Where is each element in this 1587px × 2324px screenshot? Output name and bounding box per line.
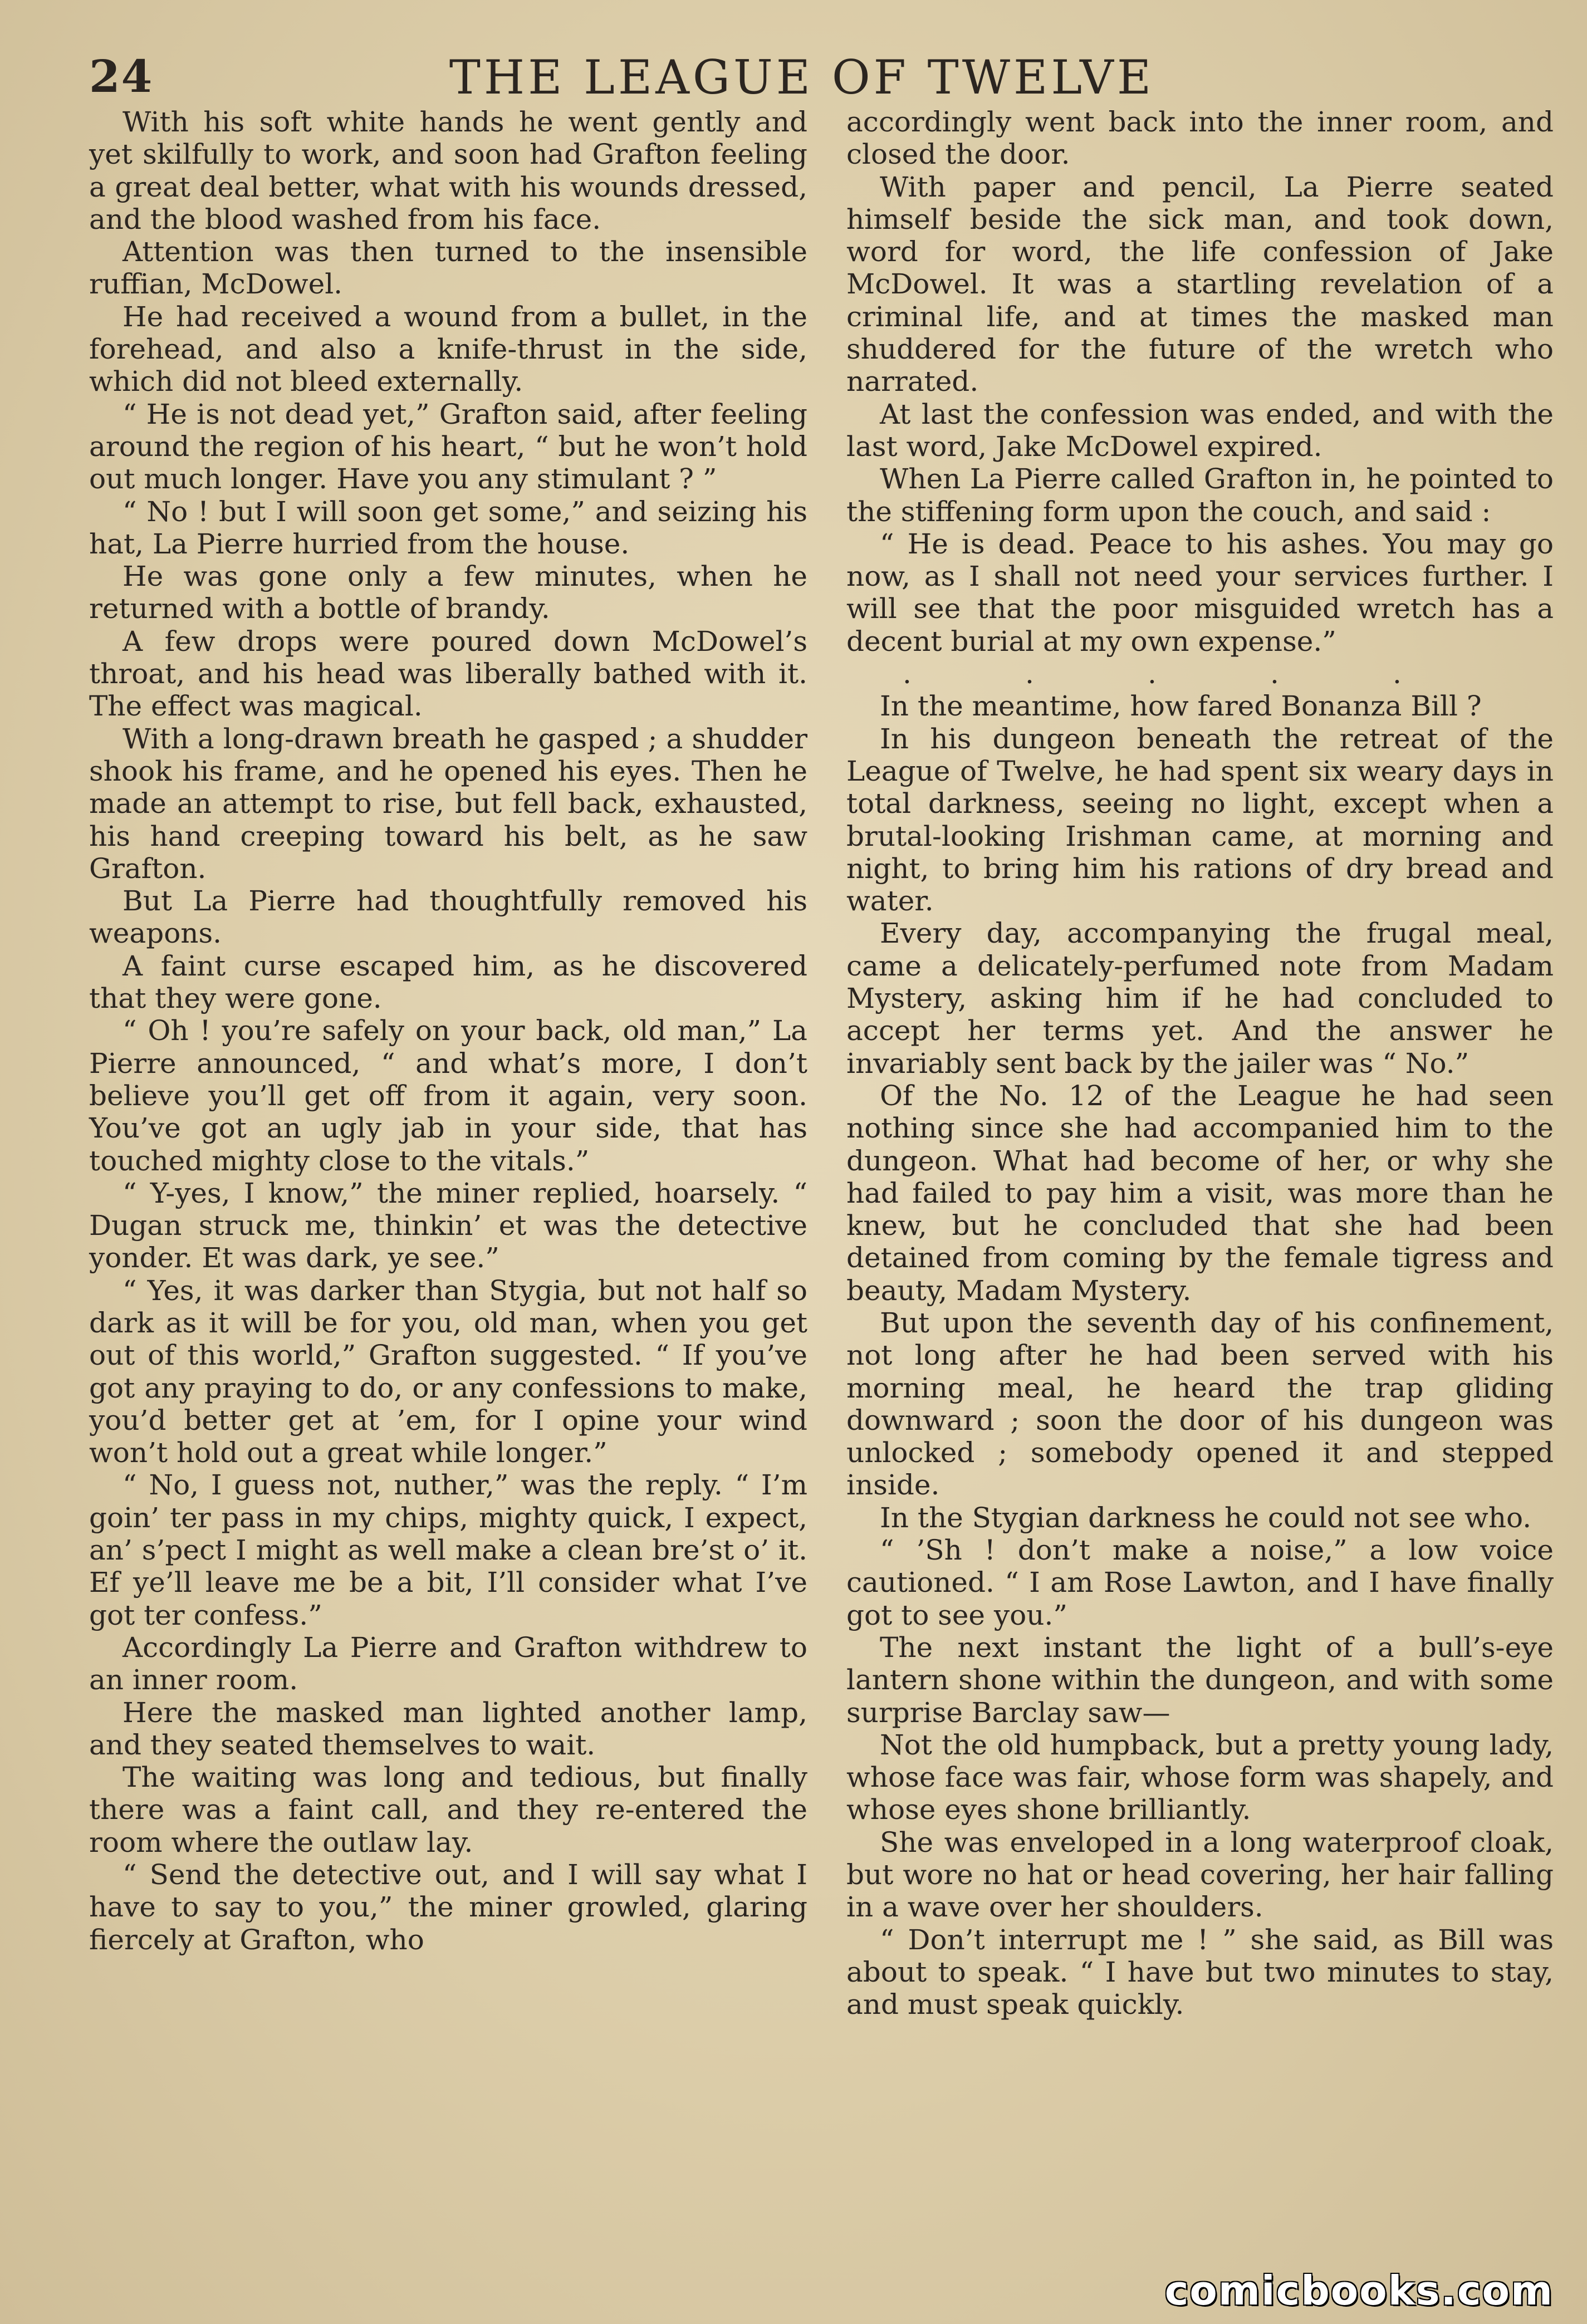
paragraph: “ Don’t interrupt me ! ” she said, as Bill was about to speak. “ I have but two minutes to stay, and must speak quickly. <box>846 1923 1554 2021</box>
paragraph: In the Stygian darkness he could not see who. <box>880 1501 1532 1534</box>
paragraph: At last the confession was ended, and with the last word, Jake McDowel expired. <box>846 398 1554 463</box>
paragraph: With his soft white hands he went gently and yet skilfully to work, and soon had Grafton feeling a great deal better, what with his wounds dressed, and the blood washed from his face. <box>89 106 807 236</box>
watermark: comicbooks.com <box>1164 2267 1554 2314</box>
section-break-dot: . <box>1393 658 1403 690</box>
paragraph: The waiting was long and tedious, but finally there was a faint call, and they re-entered the room where the outlaw lay. <box>89 1761 807 1859</box>
paragraph: He was gone only a few minutes, when he returned with a bottle of brandy. <box>89 560 807 625</box>
paragraph: “ Oh ! you’re safely on your back, old man,” La Pierre announced, “ and what’s more, I don’t believe you’ll get off from it again, very soon. You’ve got an ugly jab in your side, that has touched mighty close to the vitals.” <box>89 1014 807 1177</box>
paragraph: The next instant the light of a bull’s-eye lantern shone within the dungeon, and with some surprise Barclay saw— <box>846 1631 1554 1729</box>
section-break <box>846 658 1554 690</box>
paragraph: He had received a wound from a bullet, in the forehead, and also a knife-thrust in the side, which did not bleed externally. <box>89 300 807 398</box>
paragraph: A faint curse escaped him, as he discovered that they were gone. <box>89 949 807 1015</box>
left-column <box>89 106 807 1956</box>
section-break-dot: . <box>1148 658 1158 690</box>
paragraph: “ He is dead. Peace to his ashes. You may go now, as I shall not need your services further. I will see that the poor misguided wretch has a decent burial at my own expense.” <box>846 527 1554 658</box>
paragraph: Accordingly La Pierre and Grafton withdrew to an inner room. <box>89 1631 807 1697</box>
page-number: 24 <box>89 50 154 102</box>
paragraph: But La Pierre had thoughtfully removed his weapons. <box>89 885 807 950</box>
paragraph: “ No, I guess not, nuther,” was the reply. “ I’m goin’ ter pass in my chips, mighty quick, I expect, an’ s’pect I might as well make a clean bre’st o’ it. Ef ye’ll leave me be a bit, I’ll consider what I’ve got ter confess.” <box>89 1469 807 1631</box>
paragraph: accordingly went back into the inner room, and closed the door. <box>846 106 1554 171</box>
paragraph: “ Y-yes, I know,” the miner replied, hoarsely. “ Dugan struck me, thinkin’ et was the detective yonder. Et was dark, ye see.” <box>89 1176 807 1274</box>
paragraph: She was enveloped in a long waterproof cloak, but wore no hat or head covering, her hair falling in a wave over her shoulders. <box>846 1826 1554 1924</box>
section-break-dot: . <box>1270 658 1280 690</box>
paragraph: “ No ! but I will soon get some,” and seizing his hat, La Pierre hurried from the house. <box>89 495 807 560</box>
paragraph: “ He is not dead yet,” Grafton said, after feeling around the region of his heart, “ but he won’t hold out much longer. Have you any stimulant ? ” <box>89 398 807 496</box>
paragraph: “ Yes, it was darker than Stygia, but not half so dark as it will be for you, old man, when you get out of this world,” Grafton suggested. “ If you’ve got any praying to do, or any confessions to make, you’d better get at ’em, for I opine your wind won’t hold out a great while longer.” <box>89 1274 807 1469</box>
paragraph: In his dungeon beneath the retreat of the League of Twelve, he had spent six weary days in total darkness, seeing no light, except when a brutal-looking Irishman came, at morning and night, to bring him his rations of dry bread and water. <box>846 722 1554 918</box>
paragraph: In the meantime, how fared Bonanza Bill ? <box>880 690 1482 723</box>
section-break-dot: . <box>1025 658 1035 690</box>
page-header <box>89 45 1515 111</box>
paragraph: With paper and pencil, La Pierre seated himself beside the sick man, and took down, word for word, the life confession of Jake McDowel. It was a startling revelation of a criminal life, and at times the masked man shuddered for the future of the wretch who narrated. <box>846 170 1554 398</box>
paragraph: Of the No. 12 of the League he had seen nothing since she had accompanied him to the dungeon. What had become of her, or why she had failed to pay him a visit, was more than he knew, but he concluded that she had been detained from coming by the female tigress and beauty, Madam Mystery. <box>846 1079 1554 1307</box>
paragraph: “ Send the detective out, and I will say what I have to say to you,” the miner growled, glaring fiercely at Grafton, who <box>89 1859 807 1956</box>
paragraph: Attention was then turned to the insensible ruffian, McDowel. <box>89 236 807 301</box>
paragraph: When La Pierre called Grafton in, he pointed to the stiffening form upon the couch, and said : <box>846 463 1554 528</box>
paragraph: Not the old humpback, but a pretty young lady, whose face was fair, whose form was shapely, and whose eyes shone brilliantly. <box>846 1728 1554 1826</box>
paragraph: With a long-drawn breath he gasped ; a shudder shook his frame, and he opened his eyes. Then he made an attempt to rise, but fell back, exhausted, his hand creeping toward his belt, as he saw Grafton. <box>89 722 807 885</box>
running-title: THE LEAGUE OF TWELVE <box>449 50 1155 105</box>
paragraph: But upon the seventh day of his confinement, not long after he had been served with his morning meal, he heard the trap gliding downward ; soon the door of his dungeon was unlocked ; somebody opened it and stepped inside. <box>846 1306 1554 1502</box>
paragraph: Here the masked man lighted another lamp, and they seated themselves to wait. <box>89 1696 807 1761</box>
paragraph: “ ’Sh ! don’t make a noise,” a low voice cautioned. “ I am Rose Lawton, and I have finally got to see you.” <box>846 1534 1554 1631</box>
right-column <box>846 106 1554 2021</box>
section-break-dot: . <box>903 658 913 690</box>
paragraph: Every day, accompanying the frugal meal, came a delicately-perfumed note from Madam Mystery, asking him if he had concluded to accept her terms yet. And the answer he invariably sent back by the jailer was “ No.” <box>846 917 1554 1080</box>
paragraph: A few drops were poured down McDowel’s throat, and his head was liberally bathed with it. The effect was magical. <box>89 625 807 723</box>
